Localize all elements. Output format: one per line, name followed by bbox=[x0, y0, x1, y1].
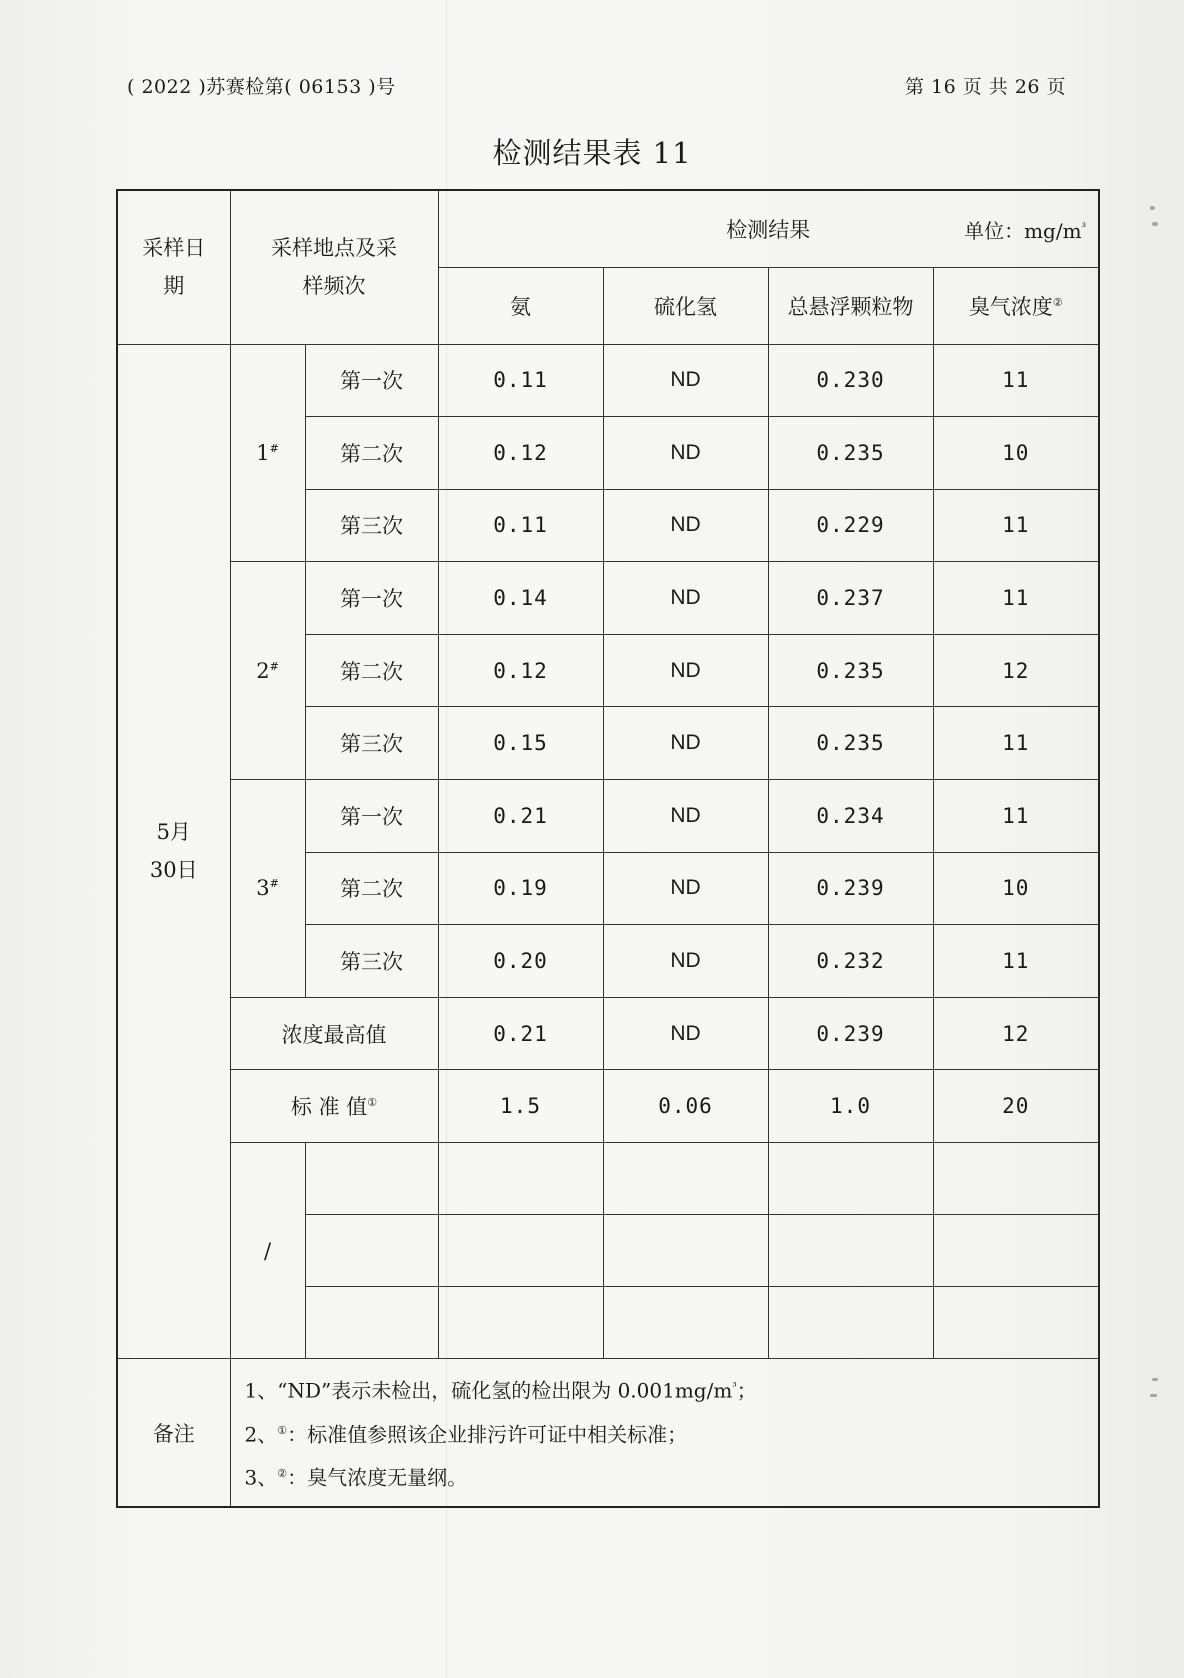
value-cell: 0.19 bbox=[438, 852, 603, 925]
results-label: 检测结果 bbox=[726, 217, 811, 242]
empty-cell bbox=[933, 1215, 1099, 1287]
value-cell: 11 bbox=[933, 489, 1099, 562]
value-cell: 0.239 bbox=[768, 997, 933, 1070]
empty-cell bbox=[305, 1143, 438, 1215]
value-cell: 10 bbox=[933, 852, 1099, 925]
value-cell: ND bbox=[603, 707, 768, 780]
empty-cell bbox=[438, 1287, 603, 1359]
header-sampling-date bbox=[117, 190, 230, 344]
value-cell: ND bbox=[603, 997, 768, 1070]
frequency-cell: 第三次 bbox=[305, 707, 438, 780]
scan-mark bbox=[1152, 222, 1158, 226]
value-cell: 11 bbox=[933, 562, 1099, 635]
frequency-cell: 第一次 bbox=[305, 344, 438, 417]
value-cell: 11 bbox=[933, 780, 1099, 853]
site-cell: 1# bbox=[230, 344, 305, 562]
empty-cell bbox=[603, 1143, 768, 1215]
value-cell: 0.11 bbox=[438, 344, 603, 417]
frequency-cell: 第二次 bbox=[305, 634, 438, 707]
sampling-date-cell bbox=[117, 344, 230, 1359]
table-row bbox=[117, 344, 1099, 417]
max-row bbox=[117, 997, 1099, 1070]
date-header-text: 采样日期 bbox=[142, 236, 206, 299]
unit-label: 单位：$mg/m^{^3}$ bbox=[964, 219, 1086, 243]
notes-label: 备注 bbox=[117, 1359, 230, 1507]
empty-cell bbox=[933, 1287, 1099, 1359]
notes-row bbox=[117, 1359, 1099, 1507]
value-cell: ND bbox=[603, 634, 768, 707]
frequency-cell: 第一次 bbox=[305, 780, 438, 853]
empty-cell bbox=[603, 1287, 768, 1359]
value-cell: 11 bbox=[933, 925, 1099, 998]
value-cell: 0.12 bbox=[438, 634, 603, 707]
frequency-cell: 第三次 bbox=[305, 489, 438, 562]
value-cell: 0.06 bbox=[603, 1070, 768, 1143]
scan-mark bbox=[1152, 1378, 1158, 1381]
location-header-text: 采样地点及采样频次 bbox=[271, 236, 397, 299]
slash-mark: / bbox=[263, 1238, 272, 1263]
frequency-cell: 第一次 bbox=[305, 562, 438, 635]
value-cell: 0.12 bbox=[438, 417, 603, 490]
note-line: 1、“ND”表示未检出，硫化氢的检出限为 $0.001mg/m^{^3}$； bbox=[244, 1378, 757, 1403]
notes-text bbox=[230, 1359, 1099, 1507]
max-row-label: 浓度最高值 bbox=[230, 997, 438, 1070]
table-row bbox=[117, 562, 1099, 635]
empty-cell bbox=[438, 1215, 603, 1287]
value-cell: ND bbox=[603, 925, 768, 998]
frequency-cell: 第三次 bbox=[305, 925, 438, 998]
value-cell: 0.235 bbox=[768, 707, 933, 780]
standard-row-label: 标 准 值① bbox=[230, 1070, 438, 1143]
page-title: 检测结果表 11 bbox=[492, 136, 692, 170]
value-cell: 0.11 bbox=[438, 489, 603, 562]
value-cell: ND bbox=[603, 417, 768, 490]
value-cell: 0.234 bbox=[768, 780, 933, 853]
frequency-cell: 第二次 bbox=[305, 852, 438, 925]
value-cell: 0.229 bbox=[768, 489, 933, 562]
value-cell: 0.232 bbox=[768, 925, 933, 998]
value-cell: 1.5 bbox=[438, 1070, 603, 1143]
value-cell: 0.239 bbox=[768, 852, 933, 925]
value-cell: 11 bbox=[933, 344, 1099, 417]
empty-cell bbox=[603, 1215, 768, 1287]
note-line: 3、②：臭气浓度无量纲。 bbox=[244, 1466, 468, 1490]
value-cell: 11 bbox=[933, 707, 1099, 780]
empty-cell bbox=[768, 1215, 933, 1287]
analyte-header: 氨 bbox=[438, 267, 603, 344]
empty-cell bbox=[933, 1143, 1099, 1215]
standard-row bbox=[117, 1070, 1099, 1143]
empty-cell bbox=[305, 1215, 438, 1287]
analyte-header: 臭气浓度② bbox=[933, 267, 1099, 344]
sampling-date: 5月 30日 bbox=[149, 820, 198, 883]
header-results bbox=[438, 190, 1099, 267]
site-cell: 2# bbox=[230, 562, 305, 780]
value-cell: 0.235 bbox=[768, 634, 933, 707]
value-cell: ND bbox=[603, 852, 768, 925]
value-cell: 10 bbox=[933, 417, 1099, 490]
frequency-cell: 第二次 bbox=[305, 417, 438, 490]
value-cell: 0.14 bbox=[438, 562, 603, 635]
value-cell: 0.230 bbox=[768, 344, 933, 417]
analyte-header: 硫化氢 bbox=[603, 267, 768, 344]
page-info: 第 16 页 共 26 页 bbox=[905, 76, 1067, 98]
site-cell: 3# bbox=[230, 780, 305, 998]
empty-cell bbox=[768, 1143, 933, 1215]
value-cell: 0.21 bbox=[438, 780, 603, 853]
empty-row bbox=[117, 1143, 1099, 1215]
value-cell: 0.15 bbox=[438, 707, 603, 780]
empty-cell bbox=[438, 1143, 603, 1215]
value-cell: ND bbox=[603, 344, 768, 417]
value-cell: 1.0 bbox=[768, 1070, 933, 1143]
value-cell: 0.235 bbox=[768, 417, 933, 490]
empty-cell bbox=[305, 1287, 438, 1359]
header-location-frequency bbox=[230, 190, 438, 344]
value-cell: 0.20 bbox=[438, 925, 603, 998]
value-cell: 0.237 bbox=[768, 562, 933, 635]
empty-cell bbox=[768, 1287, 933, 1359]
report-number: ( 2022 )苏赛检第( 06153 )号 bbox=[127, 76, 396, 98]
note-line: 2、①：标准值参照该企业排污许可证中相关标准； bbox=[244, 1422, 688, 1447]
value-cell: ND bbox=[603, 780, 768, 853]
value-cell: 12 bbox=[933, 634, 1099, 707]
scan-mark bbox=[1150, 1394, 1157, 1397]
empty-site-cell bbox=[230, 1143, 305, 1359]
value-cell: ND bbox=[603, 489, 768, 562]
value-cell: ND bbox=[603, 562, 768, 635]
value-cell: 0.21 bbox=[438, 997, 603, 1070]
scan-mark bbox=[1150, 206, 1155, 210]
value-cell: 12 bbox=[933, 997, 1099, 1070]
results-table bbox=[116, 189, 1100, 1508]
value-cell: 20 bbox=[933, 1070, 1099, 1143]
analyte-header: 总悬浮颗粒物 bbox=[768, 267, 933, 344]
table-row bbox=[117, 780, 1099, 853]
